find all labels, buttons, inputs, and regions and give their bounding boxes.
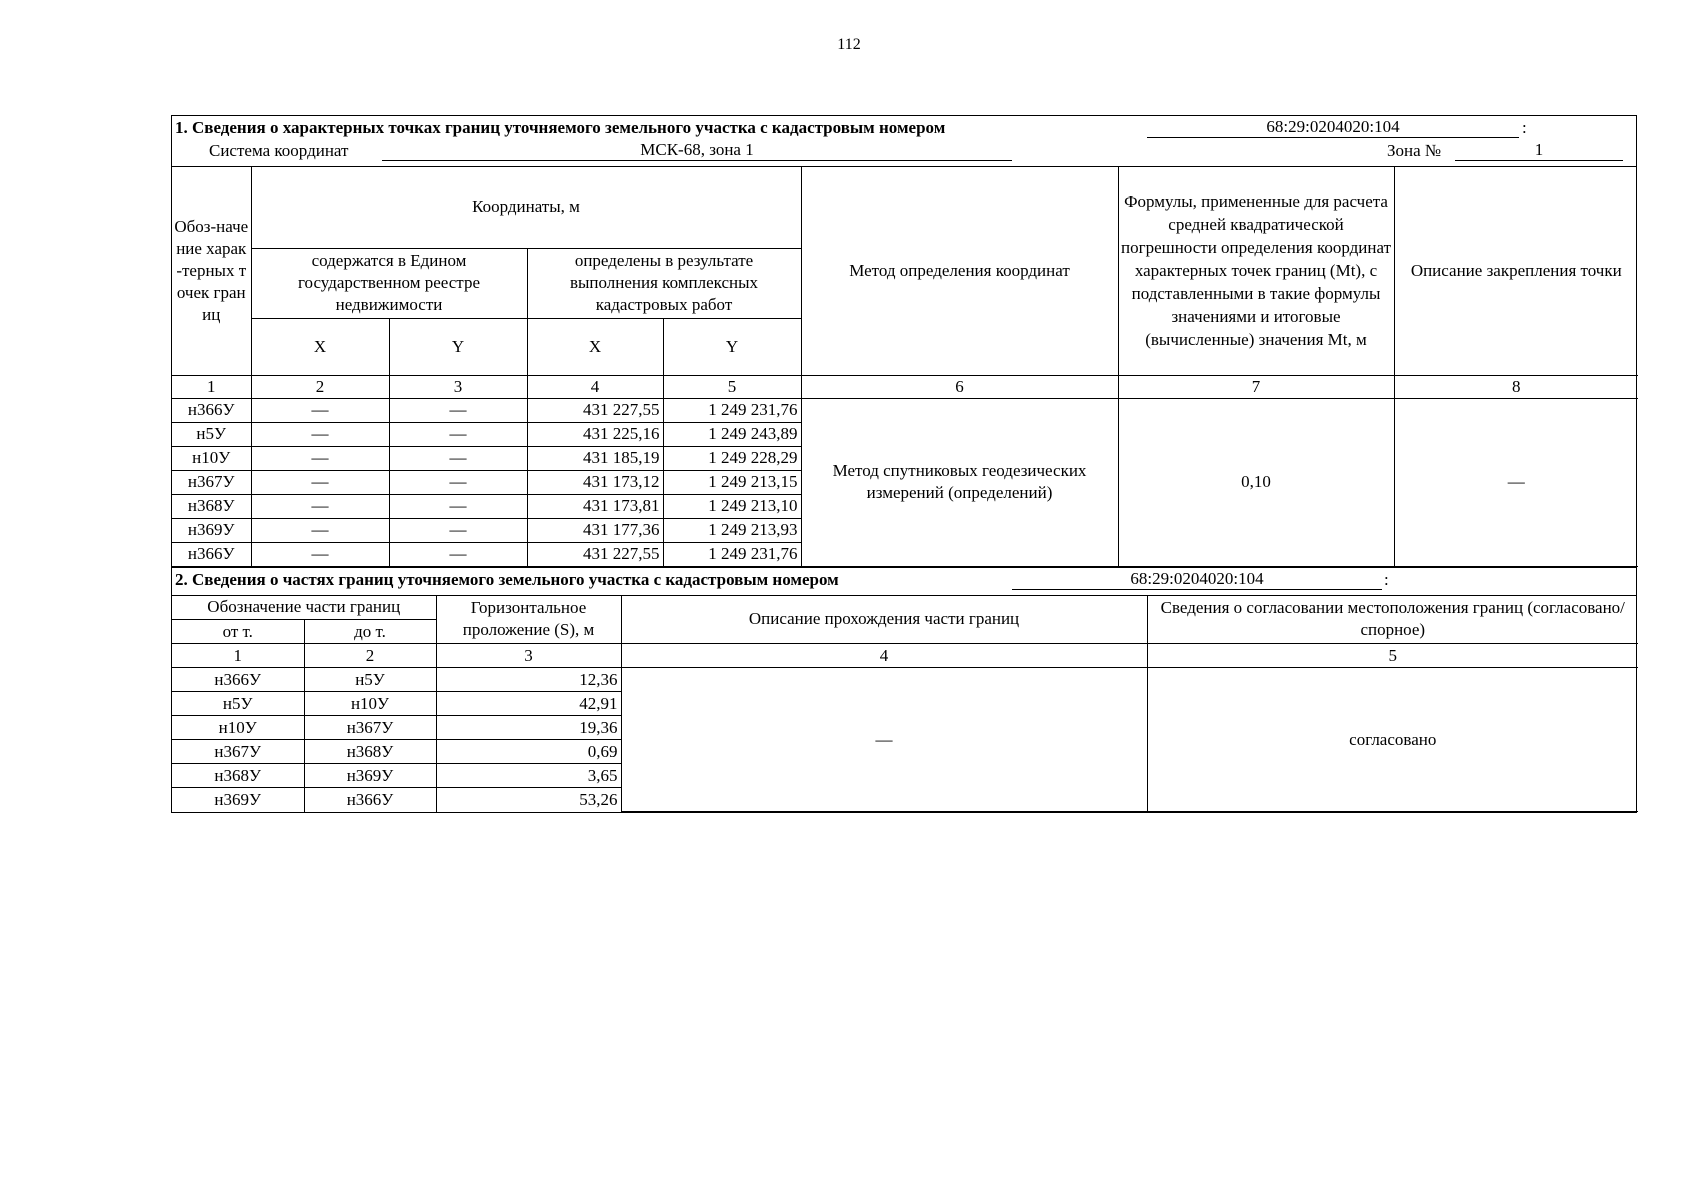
distance-value: 42,91: [436, 692, 621, 716]
from-point: н5У: [172, 692, 304, 716]
x-value: 431 225,16: [527, 422, 663, 446]
col-number: 4: [621, 644, 1147, 668]
col-number: 5: [663, 375, 801, 398]
description-value: —: [621, 668, 1147, 812]
boundary-parts-table: [172, 596, 1638, 813]
y-egrn: —: [389, 422, 527, 446]
x-value: 431 227,55: [527, 542, 663, 566]
distance-value: 0,69: [436, 740, 621, 764]
section2-header: [172, 567, 1636, 596]
header-agreement: Сведения о согласовании местоположения границ (согласовано/спорное): [1147, 596, 1638, 644]
agreement-value: согласовано: [1147, 668, 1638, 812]
coord-system-label: Система координат: [209, 141, 349, 160]
y-egrn: —: [389, 518, 527, 542]
section1-cadastral-number: 68:29:0204020:104: [1147, 117, 1519, 138]
header-coordinates: Координаты, м: [251, 167, 801, 248]
header-y-egrn: Y: [389, 318, 527, 375]
y-value: 1 249 213,93: [663, 518, 801, 542]
header-horizontal: Горизонтальное проложение (S), м: [436, 596, 621, 644]
from-point: н368У: [172, 764, 304, 788]
col-number: 5: [1147, 644, 1638, 668]
distance-value: 3,65: [436, 764, 621, 788]
x-value: 431 185,19: [527, 446, 663, 470]
x-egrn: —: [251, 470, 389, 494]
section1-header: [172, 116, 1636, 167]
col-number: 1: [172, 644, 304, 668]
fixing-value: —: [1394, 398, 1638, 566]
col-number: 7: [1118, 375, 1394, 398]
points-table: [172, 167, 1638, 567]
header-description: Описание прохождения части границ: [621, 596, 1147, 644]
col-number: 2: [304, 644, 436, 668]
from-point: н367У: [172, 740, 304, 764]
table-row: [172, 398, 1638, 422]
y-value: 1 249 231,76: [663, 398, 801, 422]
page-number: 112: [837, 36, 861, 53]
to-point: н5У: [304, 668, 436, 692]
zone-label: Зона №: [1387, 141, 1442, 160]
header-x-complex: X: [527, 318, 663, 375]
x-value: 431 227,55: [527, 398, 663, 422]
section2-colon: :: [1384, 569, 1389, 589]
y-egrn: —: [389, 398, 527, 422]
section1-title: 1. Сведения о характерных точках границ уточняемого земельного участка с кадастровым номером: [175, 118, 946, 137]
section2-title: 2. Сведения о частях границ уточняемого земельного участка с кадастровым номером: [175, 569, 839, 589]
col-number: 3: [436, 644, 621, 668]
col-number: 1: [172, 375, 251, 398]
col-number: 6: [801, 375, 1118, 398]
point-name: н366У: [172, 542, 251, 566]
distance-value: 53,26: [436, 788, 621, 812]
y-value: 1 249 213,15: [663, 470, 801, 494]
y-value: 1 249 213,10: [663, 494, 801, 518]
point-name: н10У: [172, 446, 251, 470]
y-egrn: —: [389, 470, 527, 494]
from-point: н366У: [172, 668, 304, 692]
x-egrn: —: [251, 542, 389, 566]
point-name: н369У: [172, 518, 251, 542]
header-formulas: Формулы, примененные для расчета средней квадратической погрешности определения координат характерных точек границ (Mt), с подставленными в такие формулы значениями и итоговые (вычисленные) значения Mt, м: [1118, 167, 1394, 375]
from-point: н10У: [172, 716, 304, 740]
distance-value: 19,36: [436, 716, 621, 740]
y-egrn: —: [389, 446, 527, 470]
header-method: Метод определения координат: [801, 167, 1118, 375]
x-value: 431 173,12: [527, 470, 663, 494]
y-egrn: —: [389, 542, 527, 566]
section2-cadastral-number: 68:29:0204020:104: [1012, 569, 1382, 590]
to-point: н368У: [304, 740, 436, 764]
x-value: 431 173,81: [527, 494, 663, 518]
point-name: н366У: [172, 398, 251, 422]
from-point: н369У: [172, 788, 304, 812]
method-value: Метод спутниковых геодезических измерений (определений): [801, 398, 1118, 566]
to-point: н366У: [304, 788, 436, 812]
cadastral-document: [171, 115, 1637, 813]
col-number: 8: [1394, 375, 1638, 398]
header-to: до т.: [304, 620, 436, 644]
y-value: 1 249 243,89: [663, 422, 801, 446]
x-egrn: —: [251, 446, 389, 470]
coord-system-value: МСК-68, зона 1: [382, 140, 1012, 161]
distance-value: 12,36: [436, 668, 621, 692]
point-name: н367У: [172, 470, 251, 494]
x-egrn: —: [251, 518, 389, 542]
mt-value: 0,10: [1118, 398, 1394, 566]
col-number: 3: [389, 375, 527, 398]
header-fixing: Описание закрепления точки: [1394, 167, 1638, 375]
header-complex: определены в результате выполнения комплексных кадастровых работ: [527, 248, 801, 318]
to-point: н10У: [304, 692, 436, 716]
header-part-designation: Обозначение части границ: [172, 596, 436, 620]
y-value: 1 249 228,29: [663, 446, 801, 470]
header-x-egrn: X: [251, 318, 389, 375]
section1-colon: :: [1522, 118, 1527, 137]
point-name: н368У: [172, 494, 251, 518]
x-value: 431 177,36: [527, 518, 663, 542]
y-egrn: —: [389, 494, 527, 518]
point-name: н5У: [172, 422, 251, 446]
x-egrn: —: [251, 422, 389, 446]
table-row: [172, 668, 1638, 692]
header-from: от т.: [172, 620, 304, 644]
col-number: 4: [527, 375, 663, 398]
x-egrn: —: [251, 398, 389, 422]
to-point: н369У: [304, 764, 436, 788]
header-egrn: содержатся в Едином государственном реестре недвижимости: [251, 248, 527, 318]
col-number: 2: [251, 375, 389, 398]
header-point-designation: Обоз-начение харак-терных точек границ: [172, 167, 251, 375]
y-value: 1 249 231,76: [663, 542, 801, 566]
header-y-complex: Y: [663, 318, 801, 375]
to-point: н367У: [304, 716, 436, 740]
zone-value: 1: [1455, 140, 1623, 161]
x-egrn: —: [251, 494, 389, 518]
